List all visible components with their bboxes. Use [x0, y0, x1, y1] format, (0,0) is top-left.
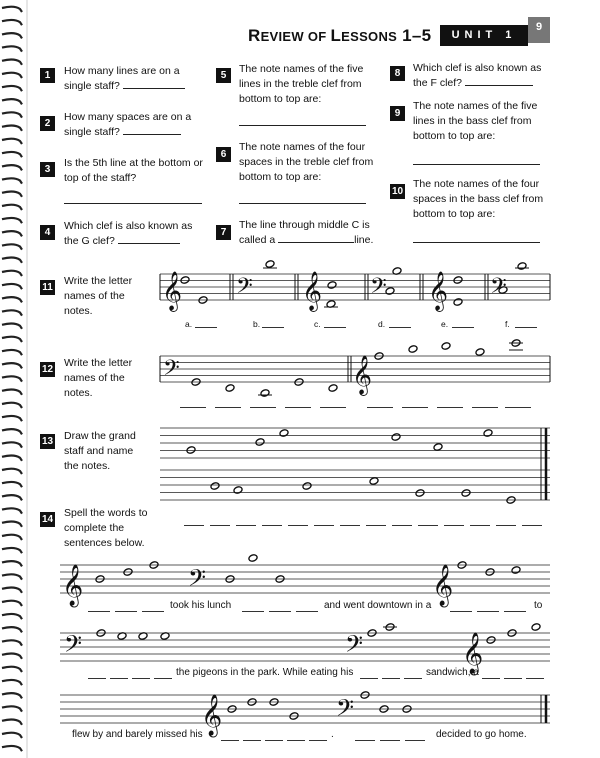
question-3: Is the 5th line at the bottom or top of the staff? [64, 157, 203, 184]
question-2: How many spaces are on a single staff? [64, 111, 192, 138]
ex13-note-6 [483, 429, 493, 438]
treble-clef-icon: 𝄞 [201, 695, 223, 736]
ex12-note-7 [408, 345, 418, 354]
bass-clef-icon: 𝄢 [336, 694, 355, 727]
treble-clef-icon: 𝄞 [62, 565, 84, 606]
ex11-label-d: d. [378, 319, 386, 329]
ex11-note-f1 [517, 262, 527, 271]
treble-clef-icon: 𝄞 [302, 271, 323, 311]
question-number-8: 8 [390, 66, 405, 81]
ex12-note-5 [328, 384, 338, 393]
sentence1-part1: took his lunch [170, 600, 232, 611]
question-8: Which clef is also known as the F clef? [413, 62, 542, 89]
ex13-note-5 [433, 443, 443, 452]
exercise-number-12: 12 [41, 364, 54, 375]
exercise-number-14: 14 [41, 514, 54, 525]
question-number-7: 7 [216, 225, 231, 240]
ex13-note-9 [302, 482, 312, 491]
sentence3-period: . [331, 729, 334, 740]
question-number-3: 3 [40, 162, 55, 177]
ex13-note-12 [461, 489, 471, 498]
question-number-5: 5 [216, 68, 231, 83]
question-number-10: 10 [391, 186, 404, 197]
bass-clef-icon: 𝄢 [370, 274, 387, 304]
sentence1-part2: and went downtown in a [324, 600, 432, 611]
question-number-6: 6 [216, 147, 231, 162]
treble-clef-icon: 𝄞 [352, 355, 373, 395]
exercise-11-instructions: Write the letter names of the notes. [64, 275, 133, 317]
sentence2-part1: the pigeons in the park. While eating his [176, 667, 354, 678]
sentence1-part3: to [534, 600, 543, 611]
question-7: The line through middle C is called a line. [239, 219, 374, 246]
ex14-line1-note-5 [248, 554, 258, 563]
ex13-note-11 [415, 489, 425, 498]
unit-badge: UNIT 1 [440, 25, 528, 46]
question-number-4: 4 [40, 225, 55, 240]
bass-clef-icon: 𝄢 [236, 274, 253, 304]
treble-clef-icon: 𝄞 [432, 565, 454, 606]
exercise-14-instructions: Spell the words to complete the sentences below. [64, 507, 148, 549]
bass-clef-icon: 𝄢 [345, 630, 364, 663]
ex12-note-8 [441, 342, 451, 351]
ex11-note-e1 [453, 298, 463, 307]
sentence3-part1: flew by and barely missed his [72, 729, 203, 740]
bass-clef-icon: 𝄢 [188, 564, 207, 597]
question-9: The note names of the five lines in the bass clef from bottom to top are: [413, 100, 538, 142]
bass-clef-icon: 𝄢 [163, 356, 180, 386]
bass-clef-icon: 𝄢 [490, 274, 507, 304]
question-6: The note names of the four spaces in the treble clef from bottom to top are: [239, 141, 374, 183]
ex14-line2-note-9 [531, 623, 541, 632]
ex11-label-a: a. [185, 319, 193, 329]
sentence2-part2: sandwich, a [426, 667, 479, 678]
exercise-13-instructions: Draw the grand staff and name the notes. [64, 430, 136, 472]
exercise-number-11: 11 [40, 280, 55, 295]
ex12-note-2 [225, 384, 235, 393]
ex13-note-4 [391, 433, 401, 442]
question-5: The note names of the five lines in the treble clef from bottom to top are: [239, 63, 364, 105]
ex11-note-c2 [327, 281, 337, 290]
ex11-label-c: c. [314, 319, 321, 329]
page-title: REVIEW OF LESSONS 1–5 [248, 26, 432, 45]
ex11-label-e: e. [441, 319, 449, 329]
exercise-12-instructions: Write the letter names of the notes. [64, 357, 133, 399]
question-4: Which clef is also known as the G clef? [64, 220, 193, 247]
ex11-label-f: f. [505, 319, 510, 329]
ex13-note-2 [255, 438, 265, 447]
ex13-note-1 [186, 446, 196, 455]
ex13-note-7 [210, 482, 220, 491]
ex11-label-b: b. [253, 319, 261, 329]
question-1: How many lines are on a single staff? [64, 64, 204, 94]
ex13-note-8 [233, 486, 243, 495]
treble-clef-icon: 𝄞 [162, 271, 183, 311]
ex14-line1-note-9 [511, 566, 521, 575]
exercise-number-13: 13 [41, 436, 54, 447]
question-number-9: 9 [390, 106, 405, 121]
bass-clef-icon: 𝄢 [64, 630, 83, 663]
ex13-note-10 [369, 477, 379, 486]
ex13-note-3 [279, 429, 289, 438]
ex11-note-e2 [453, 276, 463, 285]
question-number-2: 2 [40, 116, 55, 131]
treble-clef-icon: 𝄞 [462, 633, 484, 674]
ex12-note-9 [475, 348, 485, 357]
sentence3-part2: decided to go home. [436, 729, 527, 740]
page-number: 9 [528, 17, 550, 43]
ex11-note-b1 [265, 260, 275, 269]
question-10: The note names of the four spaces in the bass clef from bottom to top are: [413, 178, 544, 220]
treble-clef-icon: 𝄞 [428, 271, 449, 311]
ex12-note-3 [260, 389, 270, 398]
question-number-1: 1 [40, 68, 55, 83]
